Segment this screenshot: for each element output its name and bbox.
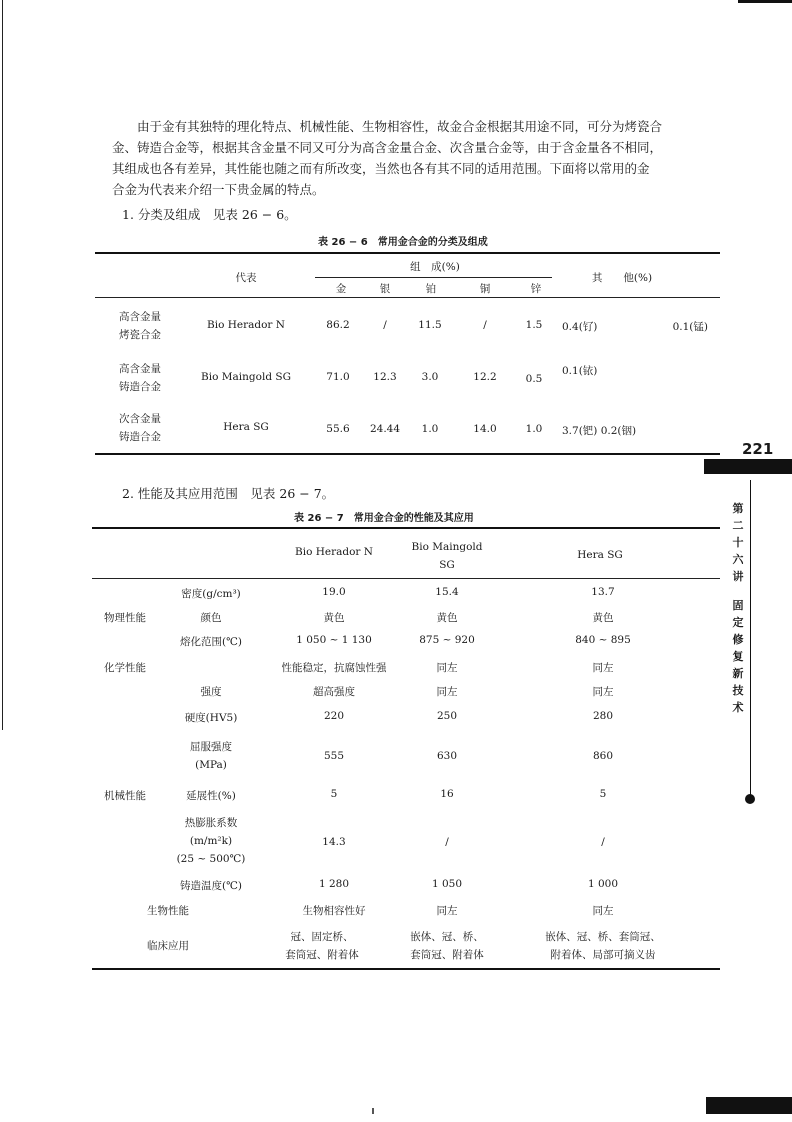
table2-cell: 同左 [436,662,458,674]
page-left-border [2,0,3,730]
table1-col-platinum: 铂 [425,283,437,295]
chapter-char: 复 [732,650,744,663]
table1-cell: / [383,319,387,331]
table2-cell: 555 [323,750,345,762]
chapter-rule [750,480,751,798]
category-line: 铸造合金 [119,431,161,443]
table1-row-category [119,360,161,396]
table2-cell: 5 [599,788,607,800]
clinical-line: 嵌体、冠、桥、 [410,931,484,943]
category-line: 次含金量 [119,413,161,425]
table1-header-composition: 组 成(%) [410,261,460,273]
chapter-char: 修 [732,633,744,646]
prop-line: (m/m²k) [189,835,233,847]
table2-cell: 250 [436,710,458,722]
prop-yield [190,738,232,774]
page-number: 221 [742,440,774,458]
chapter-gap [731,585,745,597]
category-line: 高含金量 [119,363,161,375]
table1-cell: 1.0 [421,423,439,435]
table2-cell: 同左 [592,662,614,674]
table1-top-rule [95,252,720,254]
table1-cell: 71.0 [326,371,350,383]
chapter-char: 固 [732,599,744,612]
table1-col-silver: 银 [379,283,391,295]
chapter-char: 定 [732,616,744,629]
prop-line: (25 ~ 500℃) [176,853,246,865]
table1-row-category [119,308,161,344]
table1-col-copper: 铜 [479,283,491,295]
chapter-char: 讲 [732,570,744,583]
chapter-char: 新 [732,667,744,680]
table2-cell: 5 [330,788,338,800]
table2-cell: 16 [440,788,454,800]
group-biological: 生物性能 [147,905,189,917]
table2-cell: 同左 [592,905,614,917]
chapter-char: 六 [732,553,744,566]
table2-cell-clinical [285,928,359,964]
intro-line: 由于金有其独特的理化特点、机械性能、生物相容性，故金合金根据其用途不同，可分为烤瓷合 [137,119,663,134]
clinical-line: 冠、固定桥、 [290,931,354,943]
table1-cell: 11.5 [418,319,442,331]
table1-header-rule [95,297,720,298]
table2-cell: 同左 [436,686,458,698]
prop-hardness: 硬度(HV5) [184,712,238,724]
table1-row-rep: Bio Maingold SG [201,371,291,383]
prop-strength: 强度 [200,686,222,698]
table2-cell-clinical [410,928,484,964]
sidebar-bar [704,459,792,474]
table1-cell: 14.0 [473,423,497,435]
table2-cell: 19.0 [322,586,346,598]
table1-row-rep: Hera SG [223,421,269,433]
section2-heading: 2. 性能及其应用范围 见表 26 − 7。 [122,486,335,501]
table1-col-gold: 金 [335,283,347,295]
table1-bottom-rule [95,453,720,455]
table1-row-category [119,410,161,446]
table2-cell: 超高强度 [313,686,355,698]
table2-cell: 黄色 [436,612,458,624]
table1-cell: 0.5 [525,373,543,385]
table2-cell: 875 ~ 920 [419,634,475,646]
table2-col-bio-maingold [412,538,483,574]
header-line: Bio Maingold [411,541,483,553]
prop-color: 颜色 [200,612,222,624]
table2-cell: 同左 [592,686,614,698]
table2-cell: / [445,836,449,848]
table1-cell: 86.2 [326,319,350,331]
category-line: 烤瓷合金 [119,329,161,341]
table1-header-rep: 代表 [235,272,257,284]
table2-top-rule [92,527,720,529]
prop-line: (MPa) [195,759,227,771]
table1-cell: 55.6 [326,423,350,435]
table2-cell: 1 280 [318,878,350,890]
chapter-char: 技 [732,684,744,697]
table1-other-a: 3.7(钯) 0.2(铟) [562,425,637,437]
table1-group-rule [315,277,552,278]
chapter-char: 二 [732,519,744,532]
page-mark [372,1108,374,1114]
chapter-rule-dot [745,794,755,804]
table2-cell: 同左 [436,905,458,917]
prop-elongation: 延展性(%) [186,790,236,802]
category-line: 铸造合金 [119,381,161,393]
header-line: SG [439,559,455,571]
table2-col-hera: Hera SG [577,549,623,561]
chapter-title-vertical [731,500,745,716]
chapter-char: 十 [732,536,744,549]
group-mechanical: 机械性能 [104,790,146,802]
table2-cell: 1 000 [587,878,619,890]
intro-paragraph [112,116,718,200]
table1-other-b: 0.1(锰) [672,321,708,333]
table1-cell: 1.5 [525,319,543,331]
clinical-line: 嵌体、冠、桥、套筒冠、 [545,931,661,943]
table2-col-bio-herador: Bio Herador N [295,546,373,558]
intro-line: 金、铸造合金等，根据其含金量不同又可分为高含金量合金、次含量合金等，由于含金量各不相同， [112,140,663,155]
table2-cell: 220 [323,710,345,722]
intro-line: 合金为代表来介绍一下贵金属的特点。 [112,182,325,197]
table1-other-a: 0.1(铱) [562,365,598,377]
chapter-char: 术 [732,701,744,714]
group-physical: 物理性能 [104,612,146,624]
table2-cell: 黄色 [323,612,345,624]
table2-cell: 生物相容性好 [302,905,366,917]
table2-cell: 840 ~ 895 [575,634,631,646]
category-line: 高含金量 [119,311,161,323]
table1-other-a: 0.4(钌) [562,321,598,333]
group-chemical: 化学性能 [104,662,146,674]
table1-cell: 1.0 [525,423,543,435]
chapter-char: 第 [732,502,744,515]
table2-cell: 630 [436,750,458,762]
table1-header-other: 其 他(%) [591,272,653,284]
prop-density: 密度(g/cm³) [181,588,241,600]
table1-col-zinc: 锌 [530,283,542,295]
prop-line: 屈服强度 [190,741,232,753]
header-bar [738,0,792,3]
table1-cell: 3.0 [421,371,439,383]
table2-cell: 1 050 ~ 1 130 [296,634,372,646]
prop-casting-temp: 铸造温度(℃) [180,880,242,892]
table1-caption: 表 26 − 6 常用金合金的分类及组成 [318,237,488,248]
prop-thermal-expansion [177,814,246,868]
group-clinical: 临床应用 [147,940,189,952]
table2-cell-clinical [545,928,661,964]
section1-heading: 1. 分类及组成 见表 26 − 6。 [122,207,297,222]
table1-cell: / [483,319,487,331]
table1-cell: 12.2 [473,371,497,383]
table2-cell: 860 [592,750,614,762]
table2-cell: / [601,836,605,848]
table2-caption: 表 26 − 7 常用金合金的性能及其应用 [294,513,474,524]
prop-line: 热膨胀系数 [184,817,238,829]
table2-cell: 280 [592,710,614,722]
intro-line: 其组成也各有差异，其性能也随之而有所改变，当然也各有其不同的适用范围。下面将以常用的金 [112,161,650,176]
prop-melting: 熔化范围(℃) [180,636,242,648]
table1-cell: 24.44 [369,423,401,435]
table2-cell: 14.3 [322,836,346,848]
table2-cell: 1 050 [431,878,463,890]
table1-cell: 12.3 [373,371,397,383]
table2-cell: 15.4 [435,586,459,598]
table2-header-rule [92,578,720,579]
table1-row-rep: Bio Herador N [207,319,285,331]
clinical-line: 套筒冠、附着体 [410,949,484,961]
table2-cell: 性能稳定，抗腐蚀性强 [281,662,387,674]
table2-cell: 13.7 [591,586,615,598]
clinical-line: 套筒冠、附着体 [285,949,359,961]
clinical-line: 附着体、局部可摘义齿 [550,949,656,961]
table2-bottom-rule [92,968,720,970]
table2-cell: 黄色 [592,612,614,624]
footer-bar [706,1097,792,1114]
